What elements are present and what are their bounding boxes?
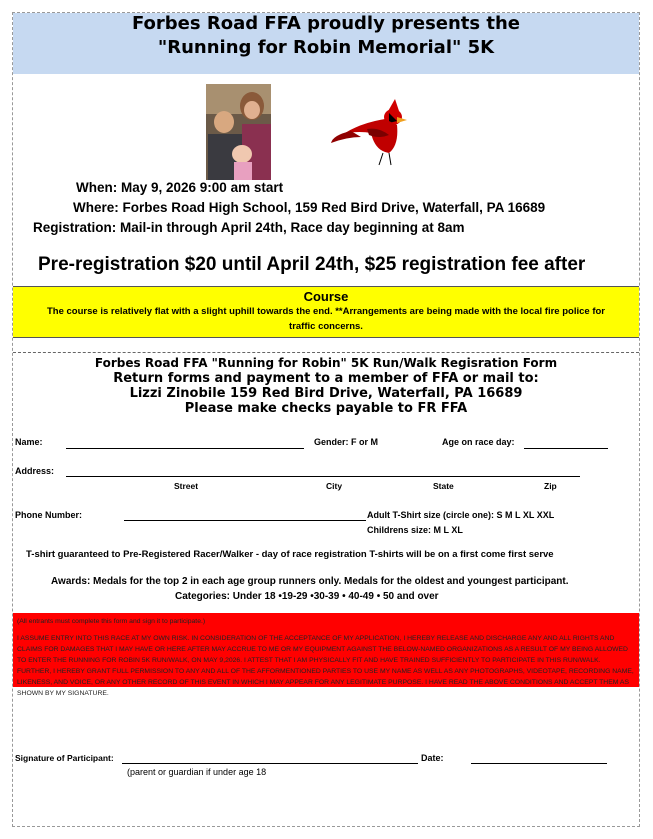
gender-label[interactable]: Gender: F or M — [314, 437, 379, 447]
header-title-line2: "Running for Robin Memorial" 5K — [157, 37, 495, 58]
form-header — [13, 356, 639, 416]
header-title-line1: Forbes Road FFA proudly presents the — [131, 13, 521, 34]
event-when: When: May 9, 2026 9:00 am start — [76, 180, 284, 195]
phone-label: Phone Number: — [15, 510, 83, 520]
age-label: Age on race day: — [442, 437, 515, 447]
adult-shirt-size[interactable]: Adult T-Shirt size (circle one): S M L XL XXL — [367, 510, 555, 520]
awards-note: Awards: Medals for the top 2 in each age group runners only. Medals for the oldest and youngest participant. — [51, 576, 569, 587]
course-text: The course is relatively flat with a slight uphill towards the end. **Arrangements are being made with the local fire police for traffic concerns. — [47, 306, 605, 332]
form-check-payable: Please make checks payable to FR FFA — [184, 401, 468, 416]
zip-caption: Zip — [544, 481, 557, 491]
course-heading: Course — [303, 289, 349, 304]
cut-line — [13, 352, 639, 353]
address-label: Address: — [15, 466, 55, 476]
street-caption: Street — [174, 481, 199, 491]
age-field[interactable] — [524, 448, 608, 449]
event-registration: Registration: Mail-in through April 24th, Race day beginning at 8am — [33, 220, 465, 235]
form-title: Forbes Road FFA "Running for Robin" 5K Run/Walk Regisration Form — [94, 356, 558, 370]
date-label: Date: — [421, 753, 444, 763]
name-label: Name: — [15, 437, 43, 447]
phone-field[interactable] — [124, 520, 366, 521]
page-border — [12, 12, 640, 827]
date-field[interactable] — [471, 763, 607, 764]
child-shirt-size[interactable]: Childrens size: M L XL — [367, 525, 463, 535]
name-field[interactable] — [66, 448, 304, 449]
pre-registration-fee: Pre-registration $20 until April 24th, $25 registration fee after — [38, 254, 586, 275]
city-caption: City — [326, 481, 343, 491]
state-caption: State — [433, 481, 454, 491]
address-field[interactable] — [66, 476, 580, 477]
family-photo — [206, 84, 271, 180]
form-mail-address: Lizzi Zinobile 159 Red Bird Drive, Waterfall, PA 16689 — [129, 386, 523, 401]
tshirt-note: T-shirt guaranteed to Pre-Registered Racer/Walker - day of race registration T-shirts will be on a first come first serve — [26, 549, 554, 560]
categories-note: Categories: Under 18 •19-29 •30-39 • 40-49 • 50 and over — [175, 591, 439, 602]
signature-label: Signature of Participant: — [15, 753, 114, 763]
waiver-box — [13, 613, 639, 697]
course-box — [13, 286, 639, 338]
waiver-intro: (All entrants must complete this form and sign it to participate.) — [17, 618, 206, 625]
cardinal-bird-icon — [331, 95, 427, 173]
header-banner — [13, 13, 639, 74]
event-where: Where: Forbes Road High School, 159 Red Bird Drive, Waterfall, PA 16689 — [73, 200, 546, 215]
form-return-info: Return forms and payment to a member of FFA or mail to: — [113, 371, 539, 386]
waiver-text: I ASSUME ENTRY INTO THIS RACE AT MY OWN RISK. IN CONSIDERATION OF THE ACCEPTANCE OF MY APPLICATION, I HEREBY RELEASE AND DISCHARGE ANY AND ALL RIGHTS AND CLAIMS FOR DAMAGES THAT I MAY HAVE OR HERE AFTER MAY ACCRUE TO ME OR MY EQUIPMENT AGAINST THE BELOW-NAMED ORGANIZATIONS AS A RESULT OF MY BEING ALLOWED TO ENTER THE RUNNING FOR ROBIN 5K RUN/WALK, ON MAY 9,2026. I ATTEST THAT I AM PHYSICALLY FIT AND HAVE TRAINED SUFFICIENTLY TO PARTICIPATE IN THIS RUN/WALK. FURTHER, I HEREBY GRANT FULL PERMISSION TO ANY AND ALL OF THE AFFORMENTIONED PARTIES TO USE MY NAME AS WELL AS ANY PHOTOGRAPHS, VIDEOTAPE, RECORDING NAME, LIKENESS, AND VOICE, OR ANY OTHER RECORD OF THIS EVENT IN WHICH I MAY APPEAR FOR ANY LEGITIMATE PURPOSE. I HAVE READ THE ABOVE CONDITIONS AND ACCEPT THEM AS SHOWN BY MY SIGNATURE. — [17, 635, 634, 697]
signature-field[interactable] — [122, 763, 418, 764]
guardian-note: (parent or guardian if under age 18 — [127, 767, 267, 777]
